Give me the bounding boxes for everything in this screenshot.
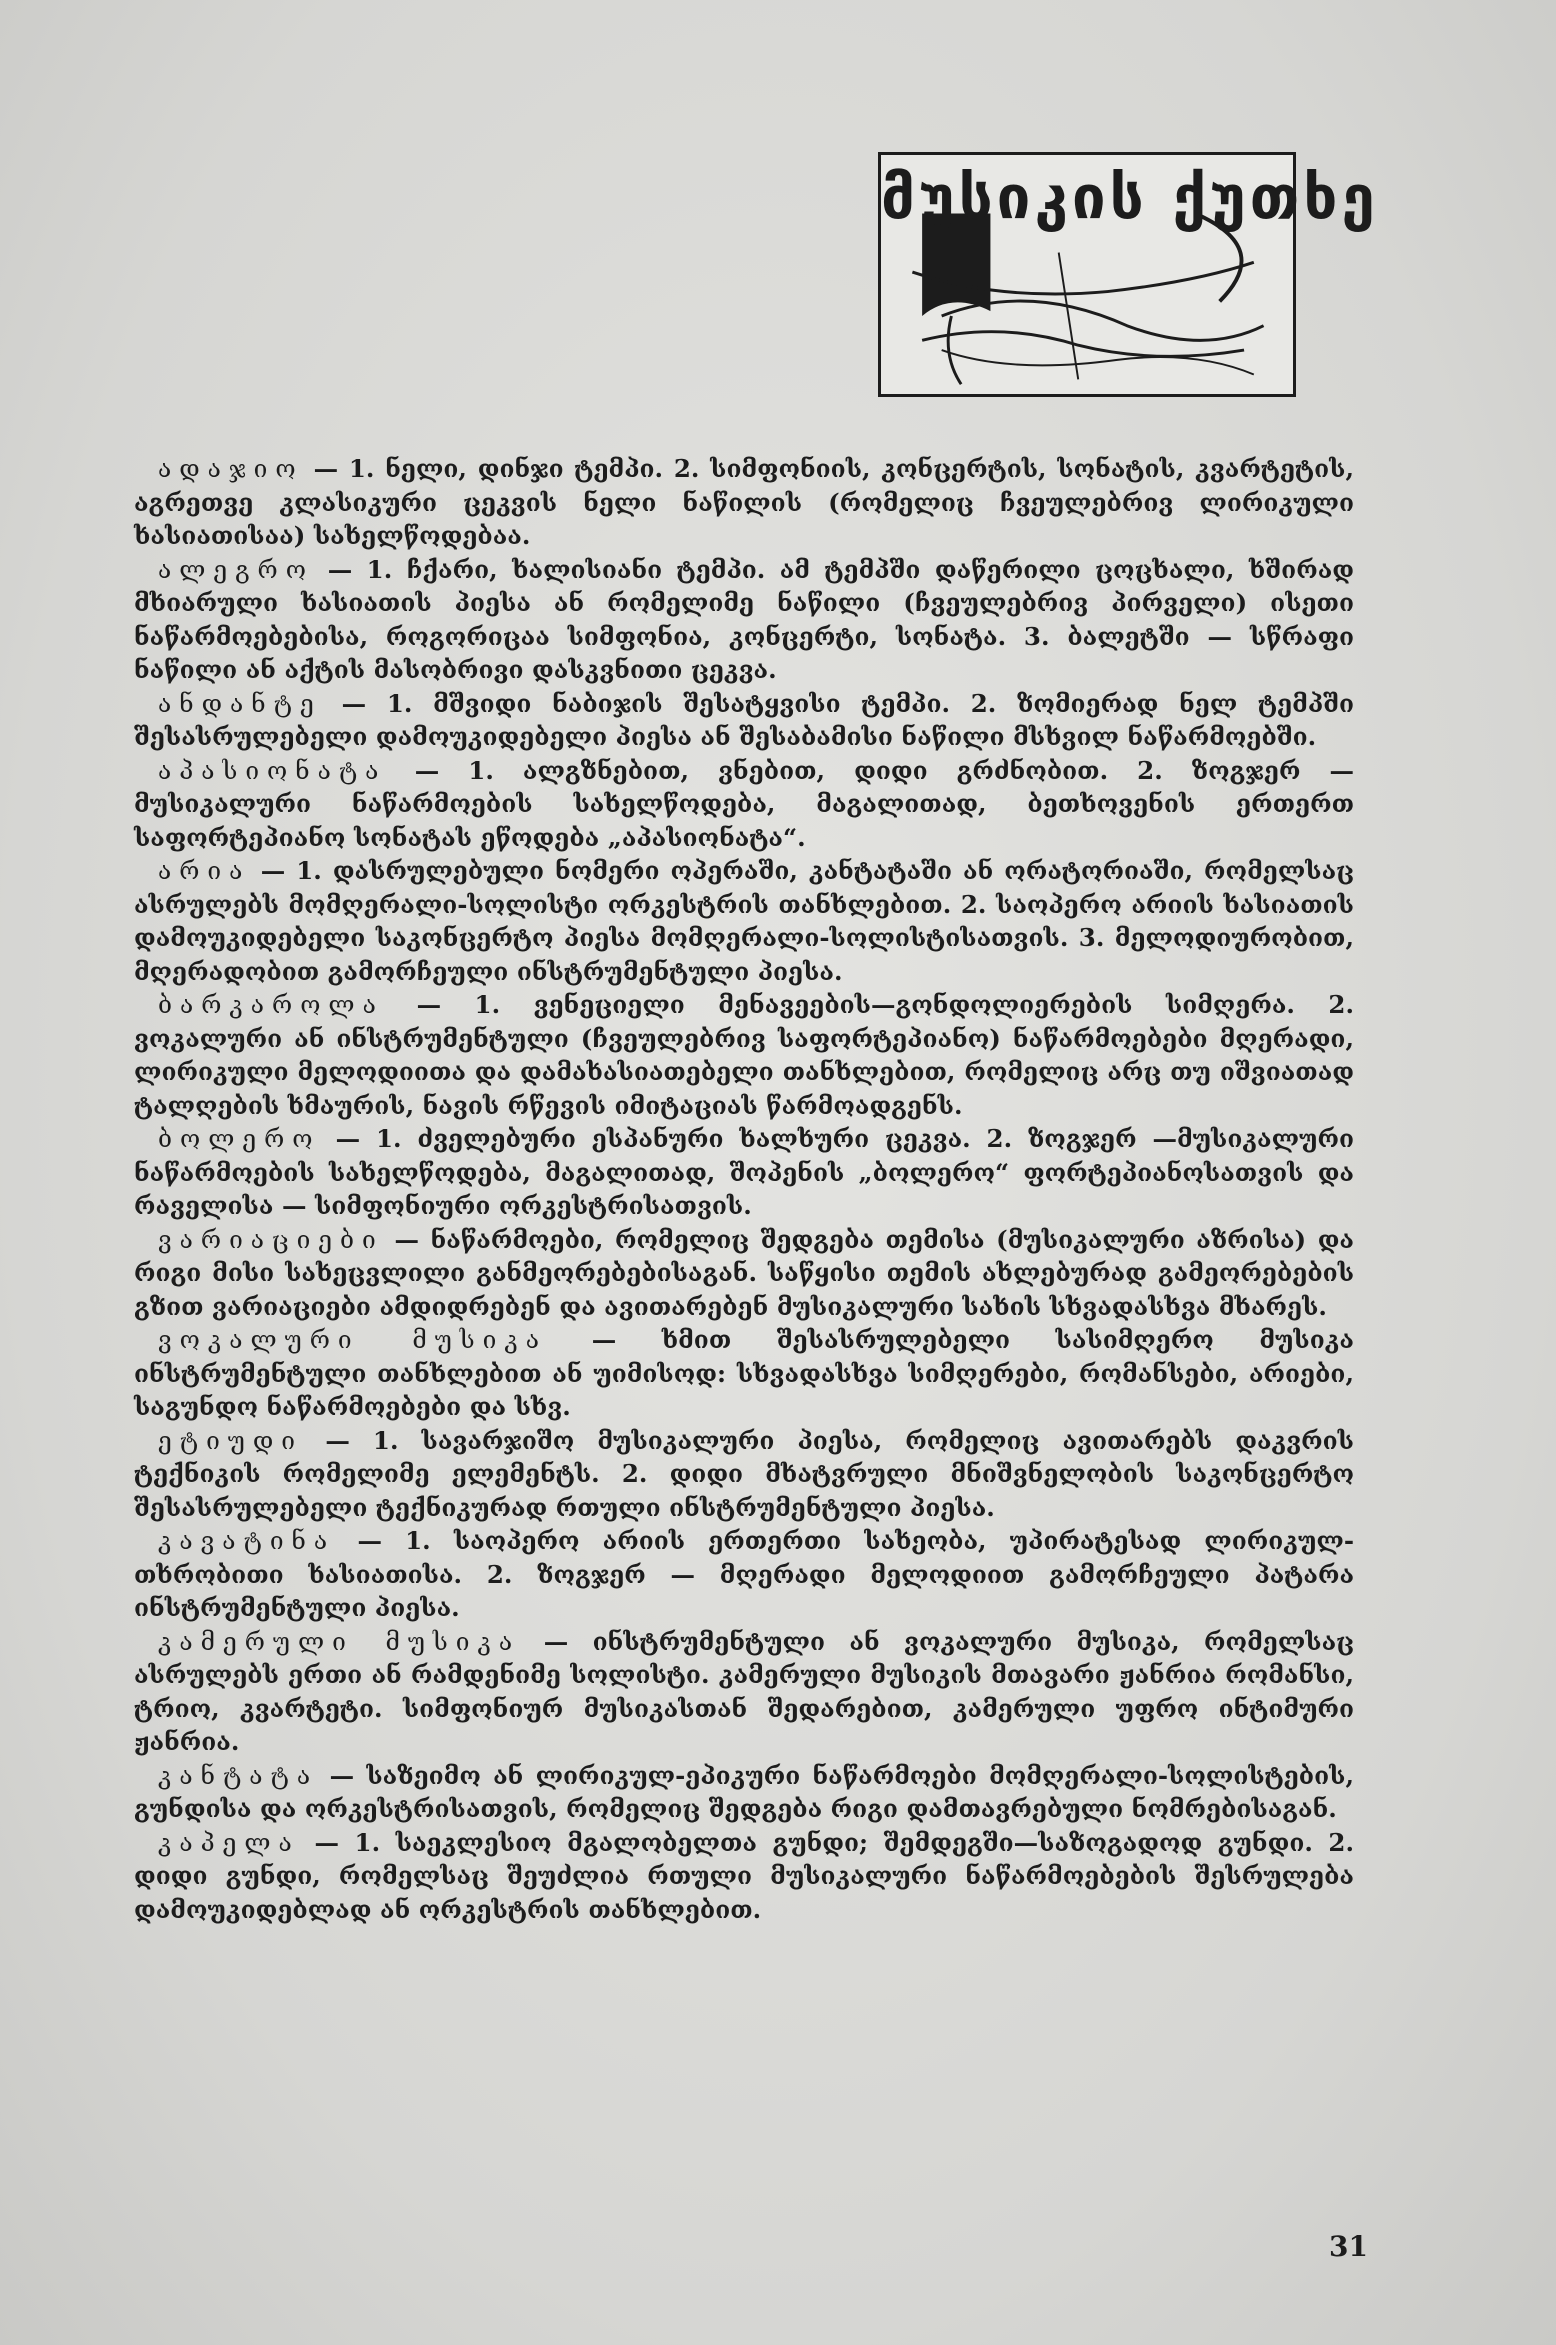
- entry-term: ადაჯიო: [158, 454, 304, 483]
- entry-definition: — 1. ვენეციელი მენავეების—გონდოლიერების სიმღერა. 2. ვოკალური ან ინსტრუმენტული (ჩვეულებრივ საფორტეპიანო) ნაწარმოებები მღერადი, ლირიკული მელოდიითა და დამახასიათებელი თანხლებით, რომელიც არც თუ იშვიათად ტალღების ხმაურის, ნავის რწევის იმიტაციას წარმოადგენს.: [134, 990, 1354, 1120]
- entry-term: ბოლერო: [158, 1124, 321, 1153]
- entry-definition: — 1. ალგზნებით, ვნებით, დიდი გრძნობით. 2. ზოგჯერ — მუსიკალური ნაწარმოების სახელწოდება, მაგალითად, ბეთხოვენის ერთერთ საფორტეპიანო სონატას ეწოდება „აპასიონატა“.: [134, 755, 1354, 852]
- entry-definition: — ხმით შესასრულებელი სასიმღერო მუსიკა ინსტრუმენტული თანხლებით ან უიმისოდ: სხვადასხვა სიმღერები, რომანსები, არიები, საგუნდო ნაწარმოებები და სხვ.: [134, 1325, 1354, 1421]
- glossary-entry: [134, 452, 1354, 553]
- entry-term: ეტიუდი: [158, 1425, 304, 1455]
- glossary-entry: [134, 687, 1354, 754]
- entry-term: აპასიონატა: [158, 755, 387, 785]
- logo-title: მუსიკის ქუთხე: [881, 163, 1379, 233]
- entry-definition: — 1. საოპერო არიის ერთერთი სახეობა, უპირატესად ლირიკულ-თხრობითი ხასიათისა. 2. ზოგჯერ — მღერადი მელოდიით გამორჩეული პატარა ინსტრუმენტული პიესა.: [134, 1526, 1354, 1622]
- music-glossary: [134, 452, 1354, 1926]
- entry-term: არია: [158, 856, 251, 885]
- entry-definition: — 1. დასრულებული ნომერი ოპერაში, კანტატაში ან ორატორიაში, რომელსაც ასრულებს მომღერალი-სოლისტი ორკესტრის თანხლებით. 2. საოპერო არიის ხასიათის დამოუკიდებელი საკონცერტო პიესა მომღერალი-სოლისტისათვის. 3. მელოდიურობით, მღერადობით გამორჩეული ინსტრუმენტული პიესა.: [134, 856, 1354, 986]
- glossary-entry: [134, 1524, 1354, 1625]
- section-logo: [878, 152, 1379, 397]
- entry-term: ანდანტე: [158, 688, 322, 718]
- entry-definition: — საზეიმო ან ლირიკულ-ეპიკური ნაწარმოები მომღერალი-სოლისტების, გუნდისა და ორკესტრისათვის, რომელიც შედგება რიგი დამთავრებული ნომრებისაგან.: [134, 1760, 1354, 1823]
- glossary-entry: [134, 988, 1354, 1122]
- entry-definition: — 1. ძველებური ესპანური ხალხური ცეკვა. 2. ზოგჯერ —მუსიკალური ნაწარმოების სახელწოდება, მაგალითად, შოპენის „ბოლერო“ ფორტეპიანოსათვის და რაველისა — სიმფონიური ორკესტრისათვის.: [134, 1124, 1354, 1220]
- glossary-entry: [134, 854, 1354, 988]
- glossary-entry: [134, 1223, 1354, 1324]
- entry-term: კავატინა: [158, 1526, 336, 1555]
- entry-term: ვოკალური მუსიკა: [158, 1325, 547, 1354]
- entry-term: კანტატა: [158, 1760, 319, 1790]
- entry-term: ბარკაროლა: [158, 990, 384, 1019]
- glossary-entry: [134, 1826, 1354, 1927]
- glossary-entry: [134, 1625, 1354, 1759]
- page-number: 31: [1329, 2230, 1368, 2263]
- glossary-entry: [134, 754, 1354, 855]
- entry-term: ალეგრო: [158, 554, 314, 584]
- entry-definition: — ნაწარმოები, რომელიც შედგება თემისა (მუსიკალური აზრისა) და რიგი მისი სახეცვლილი განმეორებებისაგან. საწყისი თემის ახლებურად გამეორებების გზით ვარიაციები ამდიდრებენ და ავითარებენ მუსიკალური სახის სხვადასხვა მხარეს.: [134, 1224, 1354, 1321]
- glossary-entry: [134, 1759, 1354, 1826]
- entry-definition: — 1. მშვიდი ნაბიჯის შესატყვისი ტემპი. 2. ზომიერად ნელ ტემპში შესასრულებელი დამოუკიდებელი პიესა ან შესაბამისი ნაწილი მსხვილ ნაწარმოებში.: [134, 688, 1354, 751]
- glossary-entry: [134, 1122, 1354, 1223]
- entry-term: ვარიაციები: [158, 1224, 384, 1254]
- glossary-entry: [134, 1424, 1354, 1525]
- entry-term: კამერული მუსიკა: [158, 1626, 521, 1656]
- glossary-entry: [134, 1323, 1354, 1424]
- entry-definition: — ინსტრუმენტული ან ვოკალური მუსიკა, რომელსაც ასრულებს ერთი ან რამდენიმე სოლისტი. კამერული მუსიკის მთავარი ჟანრია რომანსი, ტრიო, კვარტეტი. სიმფონიურ მუსიკასთან შედარებით, კამერული უფრო ინტიმური ჟანრია.: [134, 1626, 1354, 1756]
- entry-term: კაპელა: [158, 1827, 300, 1857]
- entry-definition: — 1. საეკლესიო მგალობელთა გუნდი; შემდეგში—საზოგადოდ გუნდი. 2. დიდი გუნდი, რომელსაც შეუძლია რთული მუსიკალური ნაწარმოებების შესრულება დამოუკიდებლად ან ორკესტრის თანხლებით.: [134, 1827, 1354, 1924]
- entry-definition: — 1. ჩქარი, ხალისიანი ტემპი. ამ ტემპში დაწერილი ცოცხალი, ხშირად მხიარული ხასიათის პიესა ან რომელიმე ნაწილი (ჩვეულებრივ პირველი) ისეთი ნაწარმოებებისა, როგორიცაა სიმფონია, კონცერტი, სონატა. 3. ბალეტში — სწრაფი ნაწილი ან აქტის მასობრივი დასკვნითი ცეკვა.: [134, 554, 1354, 684]
- entry-definition: — 1. ნელი, დინჯი ტემპი. 2. სიმფონიის, კონცერტის, სონატის, კვარტეტის, აგრეთვე კლასიკური ცეკვის ნელი ნაწილის (რომელიც ჩვეულებრივ ლირიკული ხასიათისაა) სახელწოდებაა.: [134, 454, 1354, 550]
- entry-definition: — 1. სავარჯიშო მუსიკალური პიესა, რომელიც ავითარებს დაკვრის ტექნიკის რომელიმე ელემენტს. 2. დიდი მხატვრული მნიშვნელობის საკონცერტო შესასრულებელი ტექნიკურად რთული ინსტრუმენტული პიესა.: [134, 1425, 1354, 1522]
- glossary-entry: [134, 553, 1354, 687]
